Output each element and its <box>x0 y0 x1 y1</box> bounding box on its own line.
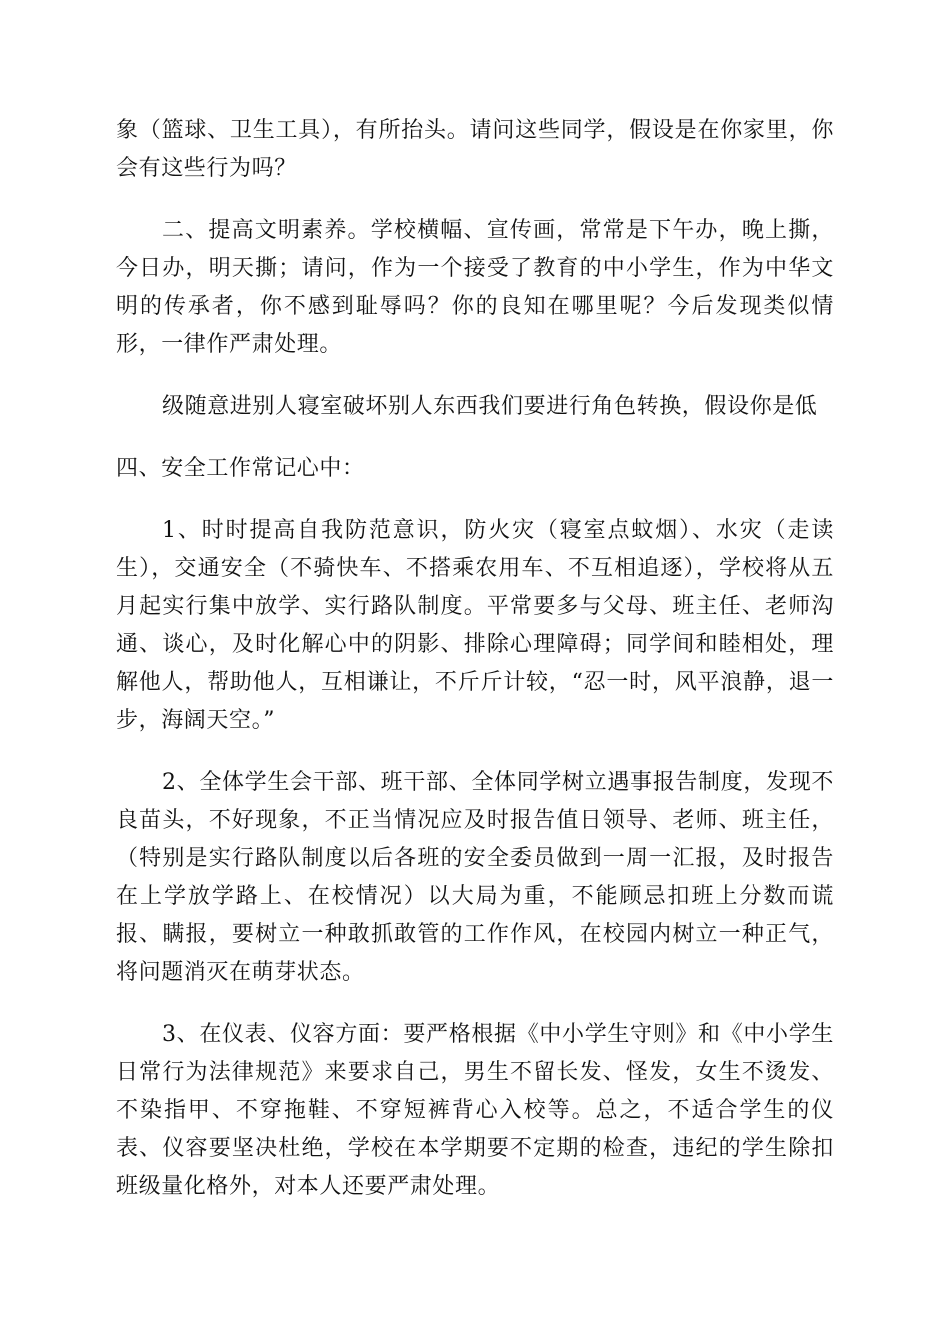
paragraph-item-3: 3、在仪表、仪容方面：要严格根据《中小学生守则》和《中小学生日常行为法律规范》来要求自己，男生不留长发、怪发，女生不烫发、不染指甲、不穿拖鞋、不穿短裤背心入校等。总之，不适合学生的仪表、仪容要坚决杜绝，学校在本学期要不定期的检查，违纪的学生除扣班级量化格外，对本人还要严肃处理。 <box>116 1022 834 1199</box>
paragraph-civility: 二、提高文明素养。学校横幅、宣传画，常常是下午办，晚上撕，今日办，明天撕；请问，作为一个接受了教育的中小学生，作为中华文明的传承者，你不感到耻辱吗？你的良知在哪里呢？今后发现类似情形，一律作严肃处理。 <box>116 218 834 357</box>
paragraph-item-1: 1、时时提高自我防范意识，防火灾（寝室点蚊烟）、水灾（走读生），交通安全（不骑快车、不搭乘农用车、不互相追逐），学校将从五月起实行集中放学、实行路队制度。平常要多与父母、班主任、老师沟通、谈心，及时化解心中的阴影、排除心理障碍；同学间和睦相处，理解他人，帮助他人，互相谦让，不斤斤计较，“忍一时，风平浪静，退一步，海阔天空。” <box>116 518 834 733</box>
document-body <box>116 112 834 1230</box>
section-heading-safety: 四、安全工作常记心中： <box>116 456 365 481</box>
paragraph-fragment: 级随意进别人寝室破坏别人东西我们要进行角色转换，假设你是低 <box>162 394 818 419</box>
paragraph-item-2: 2、全体学生会干部、班干部、全体同学树立遇事报告制度，发现不良苗头，不好现象，不正当情况应及时报告值日领导、老师、班主任，（特别是实行路队制度以后各班的安全委员做到一周一汇报，及时报告在上学放学路上、在校情况）以大局为重，不能顾忌扣班上分数而谎报、瞒报，要树立一种敢抓敢管的工作作风，在校园内树立一种正气，将问题消灭在萌芽状态。 <box>116 770 834 985</box>
paragraph-continuation: 象（篮球、卫生工具），有所抬头。请问这些同学，假设是在你家里，你会有这些行为吗？ <box>116 118 834 181</box>
